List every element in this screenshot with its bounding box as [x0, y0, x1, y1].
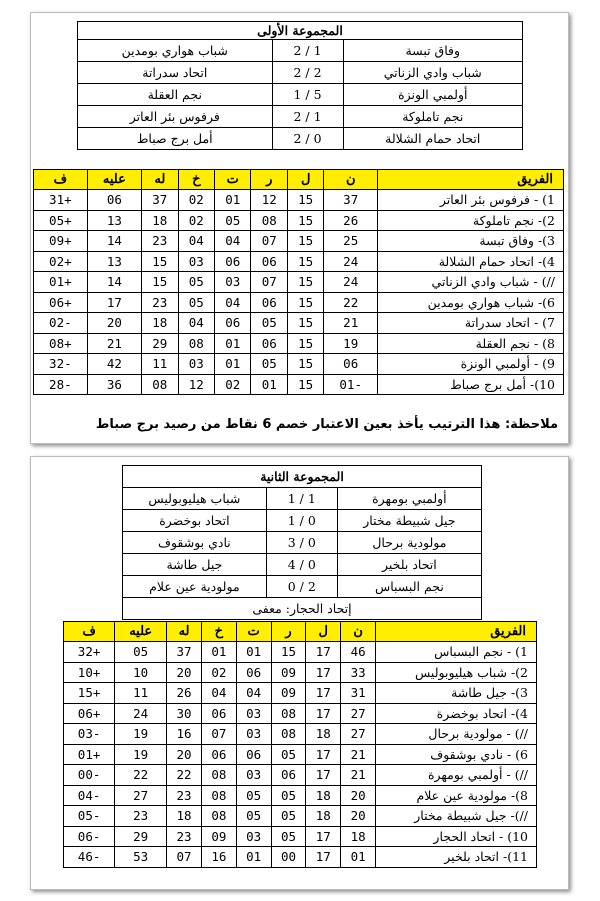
- cell-lost: 04: [201, 683, 236, 704]
- cell-team: 4)- اتحاد بوخضرة: [376, 703, 537, 724]
- cell-goals-against: 17: [87, 292, 141, 313]
- cell-goal-diff: -32: [34, 354, 88, 375]
- cell-points: 18: [341, 826, 376, 847]
- cell-goal-diff: +02: [34, 251, 88, 272]
- match-score: 5 / 1: [272, 84, 343, 106]
- cell-goals-against: 14: [87, 231, 141, 252]
- standings-row: [64, 826, 537, 847]
- match-score: 0 / 3: [266, 532, 337, 554]
- cell-goal-diff: -04: [64, 785, 115, 806]
- match-home: شباب وادي الزناتي: [343, 62, 522, 84]
- cell-played: 15: [287, 272, 323, 293]
- cell-goals-against: 06: [87, 190, 141, 211]
- standings-row: [64, 785, 537, 806]
- standings-row: [34, 313, 564, 334]
- cell-goal-diff: -28: [34, 374, 88, 395]
- standings-row: [34, 190, 564, 211]
- match-away: مولودية عين علام: [123, 576, 267, 598]
- header-team: الفريق: [376, 622, 537, 642]
- group1-panel: [30, 12, 569, 444]
- cell-team: 6) - نادي بوشقوف: [376, 744, 537, 765]
- group2-title: المجموعة الثانية: [123, 466, 482, 488]
- cell-goals-for: 15: [142, 251, 178, 272]
- header-goals-for: له: [167, 622, 202, 642]
- cell-team: 7) - اتحاد سدراتة: [378, 313, 564, 334]
- group1-standings-table: [33, 169, 564, 395]
- header-goal-diff: ف: [34, 170, 88, 190]
- cell-team: 8) - نجم العقلة: [378, 333, 564, 354]
- cell-drawn: 06: [215, 313, 251, 334]
- header-team: الفريق: [378, 170, 564, 190]
- cell-team: 2)- نجم تاملوكة: [378, 210, 564, 231]
- match-away: شباب هواري بومدين: [78, 40, 273, 62]
- cell-goal-diff: -00: [64, 765, 115, 786]
- match-home: نجم البسباس: [337, 576, 481, 598]
- header-points: ن: [324, 170, 378, 190]
- cell-goals-against: 05: [115, 642, 167, 663]
- cell-points: 46: [341, 642, 376, 663]
- match-row: [123, 576, 482, 598]
- standings-row: [64, 765, 537, 786]
- cell-team: 3)- جيل طاشة: [376, 683, 537, 704]
- cell-goals-against: 27: [115, 785, 167, 806]
- cell-won: 07: [251, 231, 287, 252]
- cell-won: 05: [271, 826, 306, 847]
- cell-points: 20: [341, 785, 376, 806]
- cell-goals-against: 20: [87, 313, 141, 334]
- cell-drawn: 01: [215, 354, 251, 375]
- cell-played: 17: [306, 765, 341, 786]
- cell-drawn: 03: [236, 703, 271, 724]
- cell-goals-for: 29: [142, 333, 178, 354]
- match-row: [123, 554, 482, 576]
- match-score: 0 / 4: [266, 554, 337, 576]
- cell-drawn: 06: [236, 744, 271, 765]
- cell-lost: 04: [178, 313, 214, 334]
- cell-won: 06: [251, 292, 287, 313]
- cell-goals-for: 15: [142, 272, 178, 293]
- standings-row: [34, 292, 564, 313]
- cell-lost: 03: [178, 251, 214, 272]
- header-played: ل: [306, 622, 341, 642]
- cell-goals-for: 07: [167, 847, 202, 868]
- cell-goals-for: 18: [142, 313, 178, 334]
- cell-lost: 08: [201, 765, 236, 786]
- cell-played: 15: [287, 210, 323, 231]
- cell-won: 05: [271, 785, 306, 806]
- cell-lost: 05: [178, 272, 214, 293]
- cell-won: 08: [271, 724, 306, 745]
- cell-lost: 06: [201, 744, 236, 765]
- cell-drawn: 01: [215, 190, 251, 211]
- match-score: 0 / 1: [266, 510, 337, 532]
- match-away: نادي بوشقوف: [123, 532, 267, 554]
- standings-row: [34, 251, 564, 272]
- match-away: شباب هيليوبوليس: [123, 488, 267, 510]
- cell-goal-diff: -02: [34, 313, 88, 334]
- cell-goal-diff: -06: [64, 826, 115, 847]
- cell-played: 15: [287, 190, 323, 211]
- cell-lost: 12: [178, 374, 214, 395]
- header-played: ل: [287, 170, 323, 190]
- cell-drawn: 01: [236, 642, 271, 663]
- cell-points: 27: [341, 703, 376, 724]
- cell-goal-diff: +09: [34, 231, 88, 252]
- cell-played: 15: [287, 374, 323, 395]
- cell-drawn: 04: [236, 683, 271, 704]
- group1-note: ملاحظة: هذا الترتيب يأخذ بعين الاعتبار خصم 6 نقاط من رصيد برج صباط: [95, 417, 558, 432]
- header-drawn: ت: [236, 622, 271, 642]
- cell-points: 19: [324, 333, 378, 354]
- match-home: نجم تاملوكة: [343, 106, 522, 128]
- cell-goals-for: 11: [142, 354, 178, 375]
- cell-points: 33: [341, 662, 376, 683]
- cell-won: 06: [271, 765, 306, 786]
- cell-goals-against: 13: [87, 251, 141, 272]
- cell-team: 11)- اتحاد بلخير: [376, 847, 537, 868]
- cell-won: 01: [251, 374, 287, 395]
- cell-team: //)- جيل شبيطة مختار: [376, 806, 537, 827]
- standings-row: [34, 333, 564, 354]
- cell-goals-against: 14: [87, 272, 141, 293]
- match-home: أولمبي بومهرة: [337, 488, 481, 510]
- cell-goals-against: 22: [115, 765, 167, 786]
- cell-goals-for: 26: [167, 683, 202, 704]
- cell-won: 15: [271, 642, 306, 663]
- standings-row: [64, 703, 537, 724]
- match-score: 2 / 2: [272, 62, 343, 84]
- cell-team: 10)- أمل برج صباط: [378, 374, 564, 395]
- group1-title: المجموعة الأولى: [78, 22, 523, 40]
- match-score: 1 / 2: [272, 106, 343, 128]
- match-score: 0 / 2: [272, 128, 343, 150]
- match-away: اتحاد بوخضرة: [123, 510, 267, 532]
- cell-goals-against: 24: [115, 703, 167, 724]
- cell-goal-diff: +06: [64, 703, 115, 724]
- cell-goals-for: 30: [167, 703, 202, 724]
- cell-goal-diff: +31: [34, 190, 88, 211]
- cell-lost: 06: [201, 703, 236, 724]
- cell-team: //) - شباب وادي الزناتي: [378, 272, 564, 293]
- cell-points: 20: [341, 806, 376, 827]
- cell-lost: 09: [201, 826, 236, 847]
- cell-goals-against: 29: [115, 826, 167, 847]
- cell-drawn: 01: [236, 847, 271, 868]
- cell-won: 05: [271, 744, 306, 765]
- cell-lost: 08: [178, 333, 214, 354]
- match-home: أولمبي الونزة: [343, 84, 522, 106]
- standings-row: [64, 806, 537, 827]
- cell-goal-diff: +15: [64, 683, 115, 704]
- cell-won: 09: [271, 662, 306, 683]
- cell-goal-diff: +32: [64, 642, 115, 663]
- cell-drawn: 06: [215, 251, 251, 272]
- cell-goals-against: 42: [87, 354, 141, 375]
- cell-team: 4)- اتحاد حمام الشلالة: [378, 251, 564, 272]
- header-goals-against: عليه: [87, 170, 141, 190]
- group2-matches-table: [122, 465, 482, 620]
- cell-played: 18: [306, 724, 341, 745]
- match-row: [78, 106, 523, 128]
- match-row: [78, 62, 523, 84]
- cell-goals-for: 23: [167, 826, 202, 847]
- header-won: ر: [251, 170, 287, 190]
- cell-goals-for: 22: [167, 765, 202, 786]
- cell-played: 17: [306, 662, 341, 683]
- cell-goals-against: 53: [115, 847, 167, 868]
- cell-points: 21: [341, 744, 376, 765]
- cell-goals-against: 19: [115, 744, 167, 765]
- standings-row: [34, 231, 564, 252]
- cell-lost: 01: [201, 642, 236, 663]
- standings-row: [64, 683, 537, 704]
- cell-points: 21: [341, 765, 376, 786]
- match-row: [123, 488, 482, 510]
- cell-goal-diff: +08: [34, 333, 88, 354]
- cell-goals-for: 18: [167, 806, 202, 827]
- cell-goals-for: 20: [167, 744, 202, 765]
- cell-lost: 08: [201, 806, 236, 827]
- match-score: 2 / 0: [266, 576, 337, 598]
- cell-drawn: 05: [215, 210, 251, 231]
- cell-goal-diff: -05: [64, 806, 115, 827]
- match-away: فرفوس بئر العاتر: [78, 106, 273, 128]
- cell-team: 10) - اتحاد الحجار: [376, 826, 537, 847]
- cell-played: 17: [306, 826, 341, 847]
- match-home: مولودية برحال: [337, 532, 481, 554]
- cell-goals-for: 37: [167, 642, 202, 663]
- cell-goals-against: 13: [87, 210, 141, 231]
- cell-won: 05: [271, 806, 306, 827]
- cell-lost: 04: [178, 231, 214, 252]
- cell-played: 17: [306, 847, 341, 868]
- cell-won: 05: [251, 313, 287, 334]
- cell-played: 15: [287, 231, 323, 252]
- group2-standings-table: [63, 621, 537, 868]
- cell-drawn: 02: [215, 374, 251, 395]
- cell-goals-for: 23: [142, 231, 178, 252]
- cell-won: 09: [271, 683, 306, 704]
- cell-goal-diff: +06: [34, 292, 88, 313]
- match-home: اتحاد بلخير: [337, 554, 481, 576]
- cell-goals-for: 37: [142, 190, 178, 211]
- cell-drawn: 06: [236, 662, 271, 683]
- cell-played: 15: [287, 354, 323, 375]
- header-points: ن: [341, 622, 376, 642]
- match-away: نجم العقلة: [78, 84, 273, 106]
- cell-points: 24: [324, 251, 378, 272]
- cell-played: 18: [306, 785, 341, 806]
- cell-points: 06: [324, 354, 378, 375]
- cell-goals-against: 21: [87, 333, 141, 354]
- cell-goal-diff: +05: [34, 210, 88, 231]
- match-score: 1 / 1: [266, 488, 337, 510]
- cell-won: 06: [251, 251, 287, 272]
- cell-points: -01: [324, 374, 378, 395]
- cell-goals-for: 18: [142, 210, 178, 231]
- match-row: [123, 510, 482, 532]
- cell-team: 1) - فرفوس بئر العاتر: [378, 190, 564, 211]
- match-row: [78, 84, 523, 106]
- standings-row: [64, 847, 537, 868]
- cell-played: 15: [287, 313, 323, 334]
- match-home: اتحاد حمام الشلالة: [343, 128, 522, 150]
- cell-points: 24: [324, 272, 378, 293]
- header-lost: خ: [201, 622, 236, 642]
- cell-team: //) - أولمبي بومهرة: [376, 765, 537, 786]
- cell-drawn: 04: [215, 231, 251, 252]
- cell-drawn: 03: [236, 765, 271, 786]
- group1-matches-table: [77, 21, 523, 150]
- cell-team: 3)- وفاق تبسة: [378, 231, 564, 252]
- match-home: وفاق تبسة: [343, 40, 522, 62]
- cell-played: 17: [306, 744, 341, 765]
- cell-team: 9) - أولمبي الونزة: [378, 354, 564, 375]
- match-away: جيل طاشة: [123, 554, 267, 576]
- cell-goal-diff: +10: [64, 662, 115, 683]
- cell-lost: 08: [201, 785, 236, 806]
- cell-won: 07: [251, 272, 287, 293]
- standings-row: [34, 354, 564, 375]
- match-row: [78, 128, 523, 150]
- cell-goals-against: 23: [115, 806, 167, 827]
- cell-points: 21: [324, 313, 378, 334]
- cell-won: 06: [251, 333, 287, 354]
- header-lost: خ: [178, 170, 214, 190]
- cell-points: 25: [324, 231, 378, 252]
- header-drawn: ت: [215, 170, 251, 190]
- cell-played: 17: [306, 683, 341, 704]
- standings-row: [64, 744, 537, 765]
- bye-note: إتحاد الحجار: معفى: [123, 598, 482, 620]
- match-row: [78, 40, 523, 62]
- standings-row: [34, 210, 564, 231]
- cell-drawn: 03: [236, 724, 271, 745]
- match-home: جيل شبيطة مختار: [337, 510, 481, 532]
- cell-played: 15: [287, 251, 323, 272]
- cell-lost: 02: [178, 210, 214, 231]
- match-row: [123, 532, 482, 554]
- cell-points: 37: [324, 190, 378, 211]
- cell-played: 17: [306, 642, 341, 663]
- cell-team: 8)- مولودية عين علام: [376, 785, 537, 806]
- cell-drawn: 03: [215, 272, 251, 293]
- match-away: اتحاد سدراتة: [78, 62, 273, 84]
- cell-lost: 02: [178, 190, 214, 211]
- cell-goals-for: 16: [167, 724, 202, 745]
- cell-team: //) - مولودية برحال: [376, 724, 537, 745]
- cell-goals-against: 10: [115, 662, 167, 683]
- bye-row: [123, 598, 482, 620]
- cell-drawn: 03: [236, 826, 271, 847]
- cell-team: 6)- شباب هواري بومدين: [378, 292, 564, 313]
- cell-won: 08: [271, 703, 306, 724]
- cell-won: 08: [251, 210, 287, 231]
- cell-played: 17: [306, 703, 341, 724]
- cell-points: 26: [324, 210, 378, 231]
- standings-row: [64, 662, 537, 683]
- cell-points: 27: [341, 724, 376, 745]
- match-score: 1 / 2: [272, 40, 343, 62]
- cell-team: 2)- شباب هيليوبوليس: [376, 662, 537, 683]
- cell-lost: 02: [201, 662, 236, 683]
- group2-panel: [30, 456, 569, 890]
- cell-goal-diff: +01: [64, 744, 115, 765]
- cell-played: 15: [287, 333, 323, 354]
- cell-team: 1) - نجم البسباس: [376, 642, 537, 663]
- cell-points: 22: [324, 292, 378, 313]
- cell-goal-diff: +01: [34, 272, 88, 293]
- cell-points: 31: [341, 683, 376, 704]
- header-goals-against: عليه: [115, 622, 167, 642]
- cell-won: 12: [251, 190, 287, 211]
- cell-goals-against: 11: [115, 683, 167, 704]
- cell-drawn: 04: [215, 292, 251, 313]
- header-goals-for: له: [142, 170, 178, 190]
- cell-goals-for: 08: [142, 374, 178, 395]
- cell-won: 00: [271, 847, 306, 868]
- cell-won: 05: [251, 354, 287, 375]
- cell-goals-for: 20: [167, 662, 202, 683]
- standings-row: [34, 374, 564, 395]
- header-won: ر: [271, 622, 306, 642]
- cell-lost: 05: [178, 292, 214, 313]
- match-away: أمل برج صباط: [78, 128, 273, 150]
- header-goal-diff: ف: [64, 622, 115, 642]
- cell-goals-for: 23: [142, 292, 178, 313]
- cell-played: 18: [306, 806, 341, 827]
- cell-drawn: 05: [236, 806, 271, 827]
- cell-goals-against: 19: [115, 724, 167, 745]
- cell-drawn: 01: [215, 333, 251, 354]
- cell-lost: 16: [201, 847, 236, 868]
- cell-goal-diff: -03: [64, 724, 115, 745]
- standings-row: [34, 272, 564, 293]
- standings-row: [64, 642, 537, 663]
- cell-goal-diff: -46: [64, 847, 115, 868]
- cell-lost: 07: [201, 724, 236, 745]
- cell-points: 01: [341, 847, 376, 868]
- cell-goals-against: 36: [87, 374, 141, 395]
- standings-row: [64, 724, 537, 745]
- cell-goals-for: 23: [167, 785, 202, 806]
- cell-lost: 03: [178, 354, 214, 375]
- cell-drawn: 05: [236, 785, 271, 806]
- cell-played: 15: [287, 292, 323, 313]
